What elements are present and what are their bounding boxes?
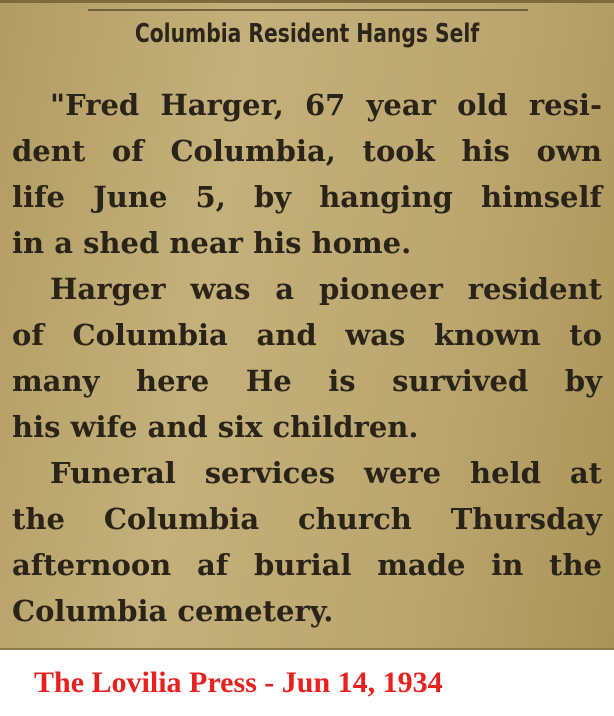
article-line: dent of Columbia, took his own <box>12 134 602 168</box>
article-line: the Columbia church Thursday <box>12 502 602 536</box>
article-line: "Fred Harger, 67 year old resi- <box>50 88 602 122</box>
article-line: afternoon af burial made in the <box>12 548 602 582</box>
article-line: life June 5, by hanging himself <box>12 180 602 214</box>
article-line: in a shed near his home. <box>12 226 412 260</box>
source-caption: The Lovilia Press - Jun 14, 1934 <box>34 666 443 699</box>
article-line: Funeral services were held at <box>50 456 602 490</box>
article-line: of Columbia and was known to <box>12 318 602 352</box>
article-line: his wife and six children. <box>12 410 419 444</box>
article-line: Columbia cemetery. <box>12 594 334 628</box>
article-line: many here He is survived by <box>12 364 602 398</box>
article-headline: Columbia Resident Hangs Self <box>134 19 480 49</box>
article-line: Harger was a pioneer resident <box>50 272 602 306</box>
top-rule <box>88 9 528 11</box>
